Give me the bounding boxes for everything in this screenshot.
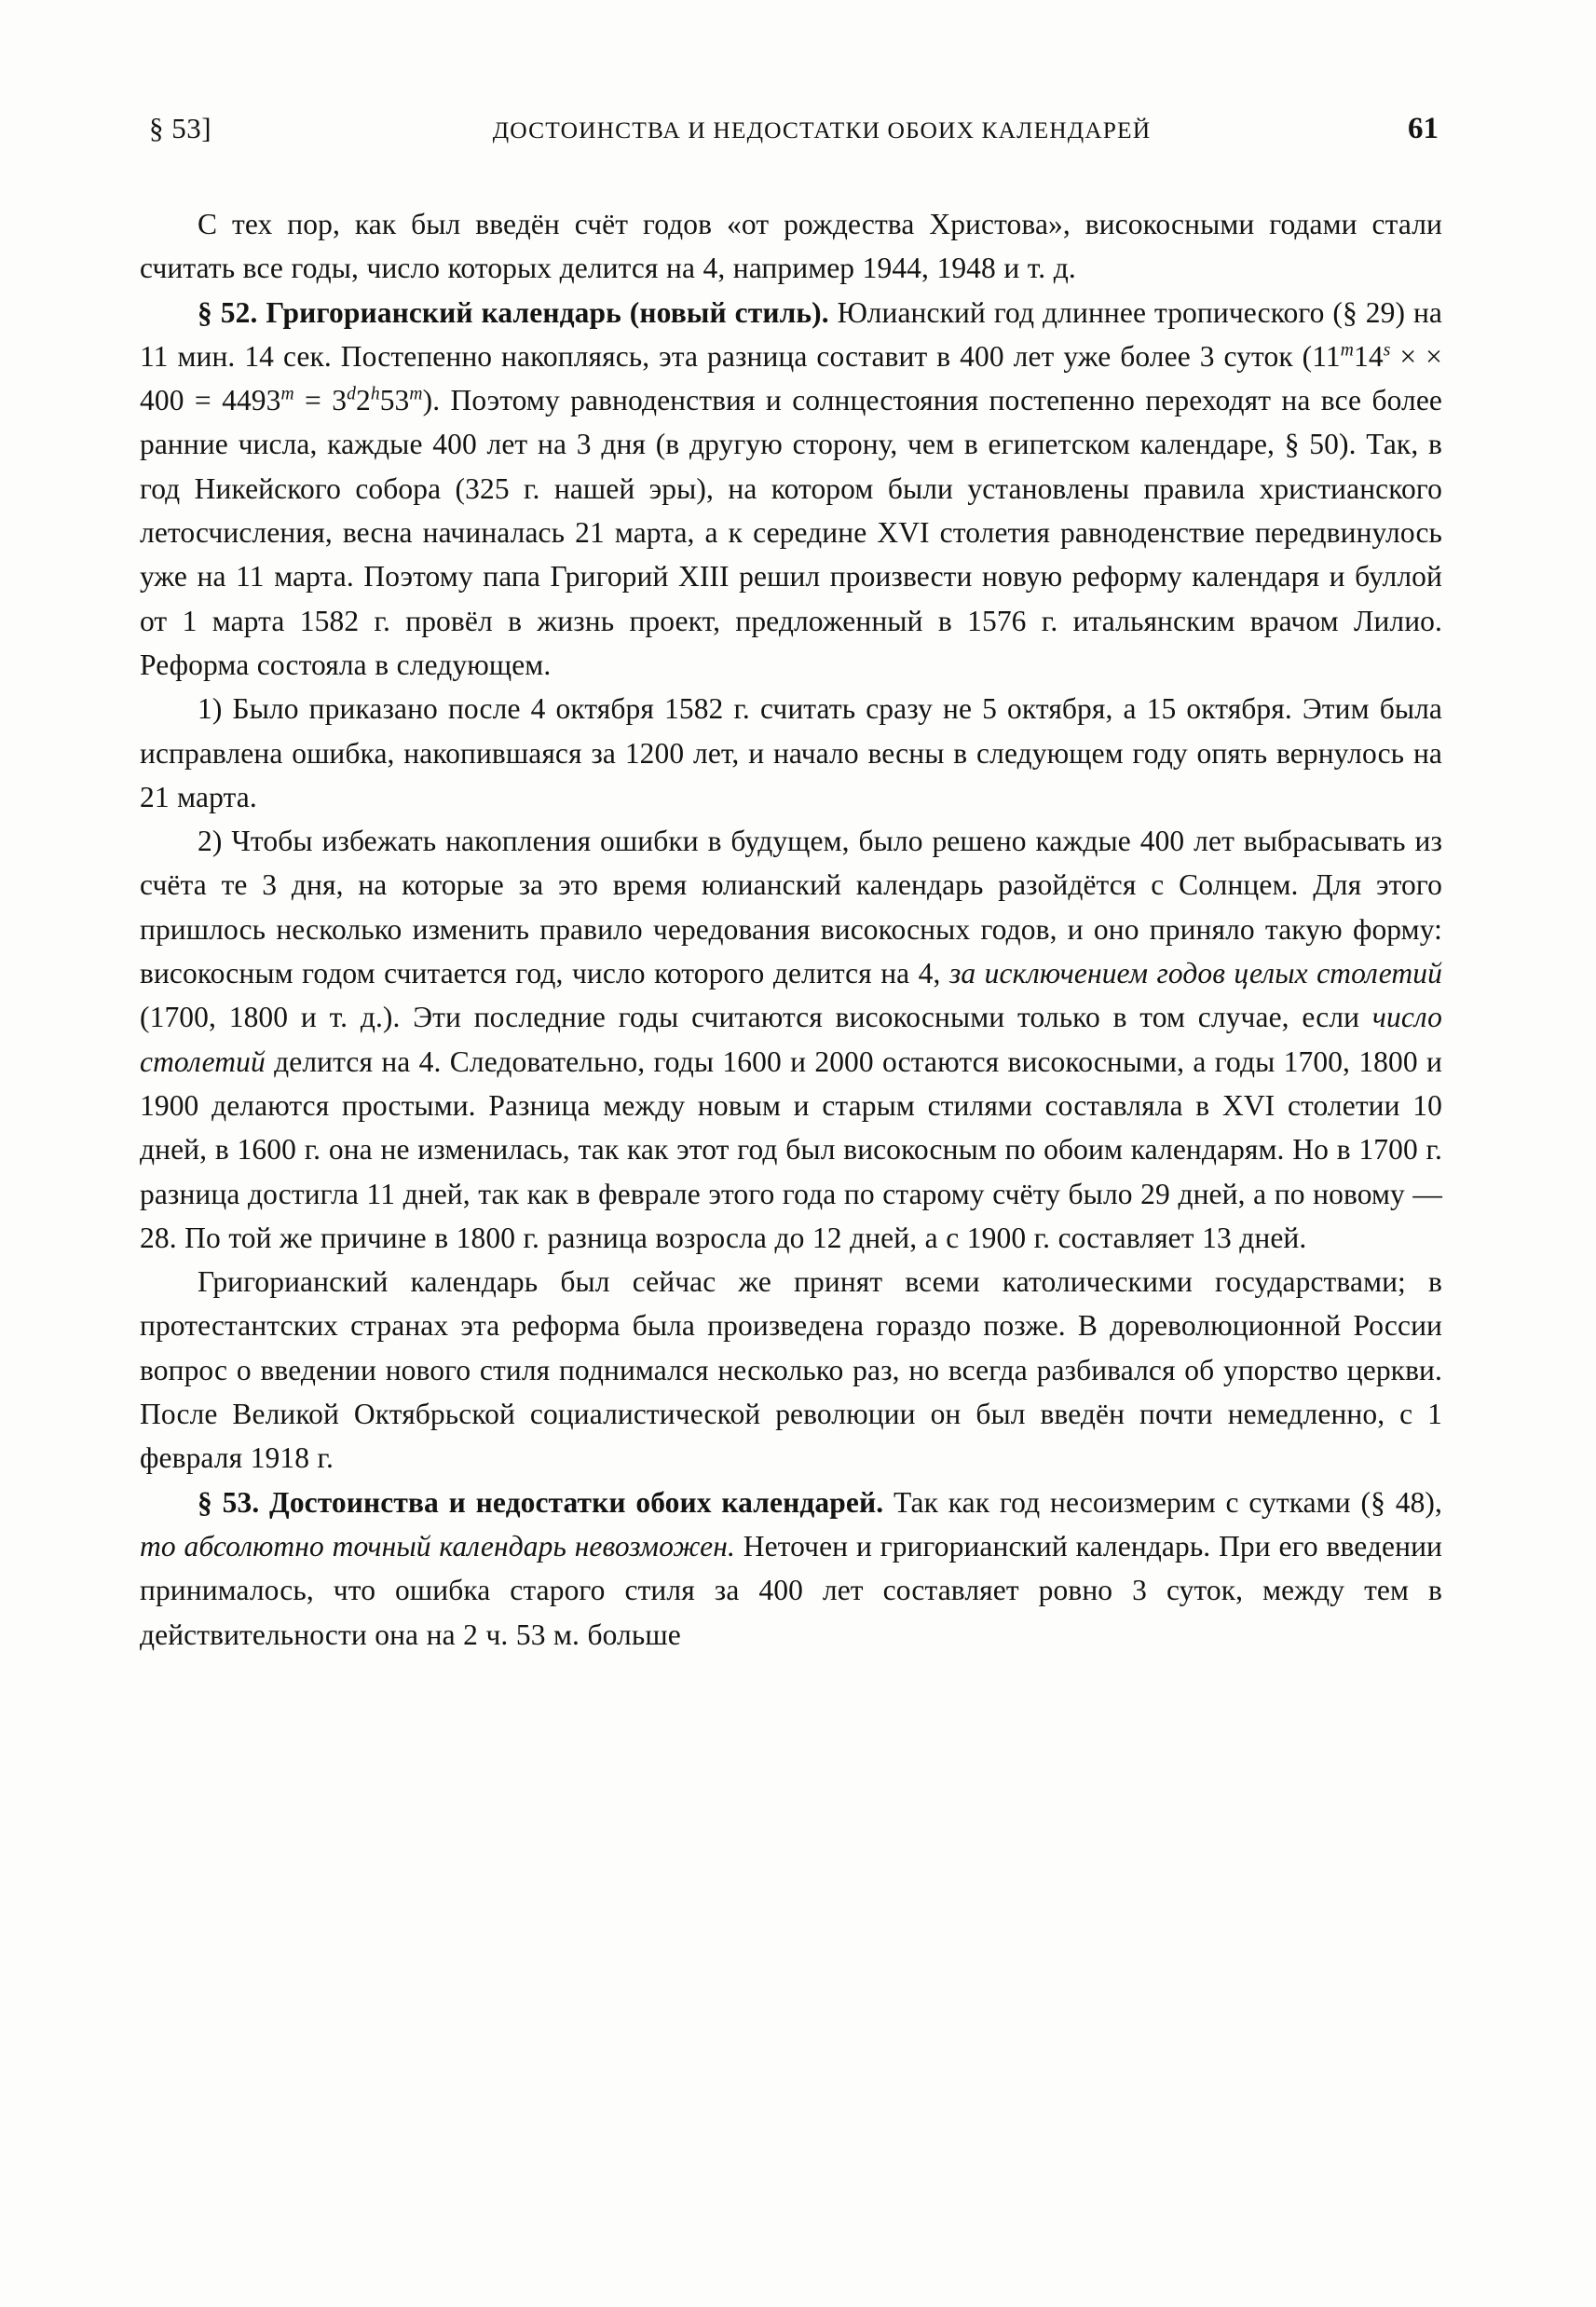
body-text [140, 202, 1442, 1657]
superscript-h-1: h [370, 384, 380, 404]
paragraph-4-italic-b: число столетий [140, 1001, 1442, 1078]
paragraph-6-text-b: Неточен и григорианский календарь. При его введении принималось, что ошибка старого стиля за 400 лет составляет ровно 3 суток, между тем в действительности она на 2 ч. 53 м. больше [140, 1529, 1442, 1651]
paragraph-2 [140, 291, 1442, 688]
paragraph-2-text-after-formula: ). Поэтому равноденствия и солнцестояния постепенно переходят на все более ранние числа, каждые 400 лет на 3 дня (в другую сторону, чем в египетском календаре, § 50). Так, в год Никейского собора (325 г. нашей эры), на котором были установлены правила христианского летосчисления, весна начиналась 21 марта, а к середине XVI столетия равноденствие передвинулось уже на 11 марта. Поэтому папа Григорий XIII решил произвести новую реформу календаря и буллой от 1 марта 1582 г. провёл в жизнь проект, предложенный в 1576 г. итальянским врачом Лилио. Реформа состояла в следующем. [140, 384, 1442, 681]
paragraph-4-text-a: 2) Чтобы избежать накопления ошибки в будущем, было решено каждые 400 лет выбрасывать из счёта те 3 дня, на которые за это время юлианский календарь разойдётся с Солнцем. Для этого пришлось несколько изменить правило чередования високосных годов, и оно приняло такую форму: високосным годом считается год, число которого делится на 4, [140, 825, 1442, 990]
section-52-heading: § 52. Григорианский календарь (новый стиль). [198, 295, 829, 329]
paragraph-6-text-a: Так как год несоизмерим с сутками (§ 48), [883, 1485, 1442, 1519]
paragraph-6 [140, 1481, 1442, 1657]
paragraph-5: Григорианский календарь был сейчас же принят всеми католическими государствами; в протестантских странах эта реформа была произведена гораздо позже. В дореволюционной России вопрос о введении нового стиля поднимался несколько раз, но всегда разбивался об упорство церкви. После Великой Октябрьской социалистической революции он был введён почти немедленно, с 1 февраля 1918 г. [140, 1265, 1442, 1475]
section-53-heading: § 53. Достоинства и недостатки обоих календарей. [198, 1485, 884, 1519]
paragraph-4 [140, 819, 1442, 1260]
paragraph-4-italic-a: за исключением годов целых столетий [948, 957, 1442, 990]
superscript-d-1: d [347, 384, 356, 404]
superscript-m-1: m [1340, 340, 1354, 361]
paragraph-2-text-before-formula: Юлианский год длиннее тропического (§ 29) на 11 мин. 14 сек. Постепенно накопляясь, эта разница составит в 400 лет уже более 3 суток (11 [140, 295, 1442, 373]
running-head [140, 112, 1442, 146]
paragraph-4-text-b: (1700, 1800 и т. д.). Эти последние годы считаются високосными только в том случае, если [140, 1001, 1372, 1034]
formula-multiplier: × × 400 = 4493 [140, 339, 1442, 417]
formula-part-3: 2 [355, 384, 371, 417]
superscript-m-2: m [280, 384, 294, 404]
formula-part-1: 14 [1353, 339, 1384, 373]
formula-part-2: = 3 [293, 384, 348, 417]
paragraph-1: С тех пор, как был введён счёт годов «от рождества Христова», високосными годами стали считать все годы, число которых делится на 4, например 1944, 1948 и т. д. [140, 208, 1442, 285]
formula-part-4: 53 [379, 384, 410, 417]
header-section-marker: § 53] [149, 112, 212, 144]
header-running-title: ДОСТОИНСТВА И НЕДОСТАТКИ ОБОИХ КАЛЕНДАРЕЙ [492, 116, 1152, 143]
paragraph-3: 1) Было приказано после 4 октября 1582 г. считать сразу не 5 октября, а 15 октября. Этим была исправлена ошибка, накопившаяся за 1200 лет, и начало весны в следующем году опять вернулось на 21 марта. [140, 692, 1442, 813]
superscript-m-3: m [409, 384, 423, 404]
superscript-s-1: s [1383, 340, 1391, 361]
paragraph-4-text-c: делится на 4. Следовательно, годы 1600 и 2000 остаются високосными, а годы 1700, 1800 и 1900 делаются простыми. Разница между новым и старым стилями составляла в XVI столетии 10 дней, в 1600 г. она не изменилась, так как этот год был високосным по обоим календарям. Но в 1700 г. разница достигла 11 дней, так как в феврале этого года по старому счёту было 29 дней, а по новому — 28. По той же причине в 1800 г. разница возросла до 12 дней, а с 1900 г. составляет 13 дней. [140, 1044, 1442, 1254]
paragraph-6-italic-a: то абсолютно точный календарь невозможен. [140, 1529, 735, 1563]
page-number: 61 [1408, 112, 1439, 145]
